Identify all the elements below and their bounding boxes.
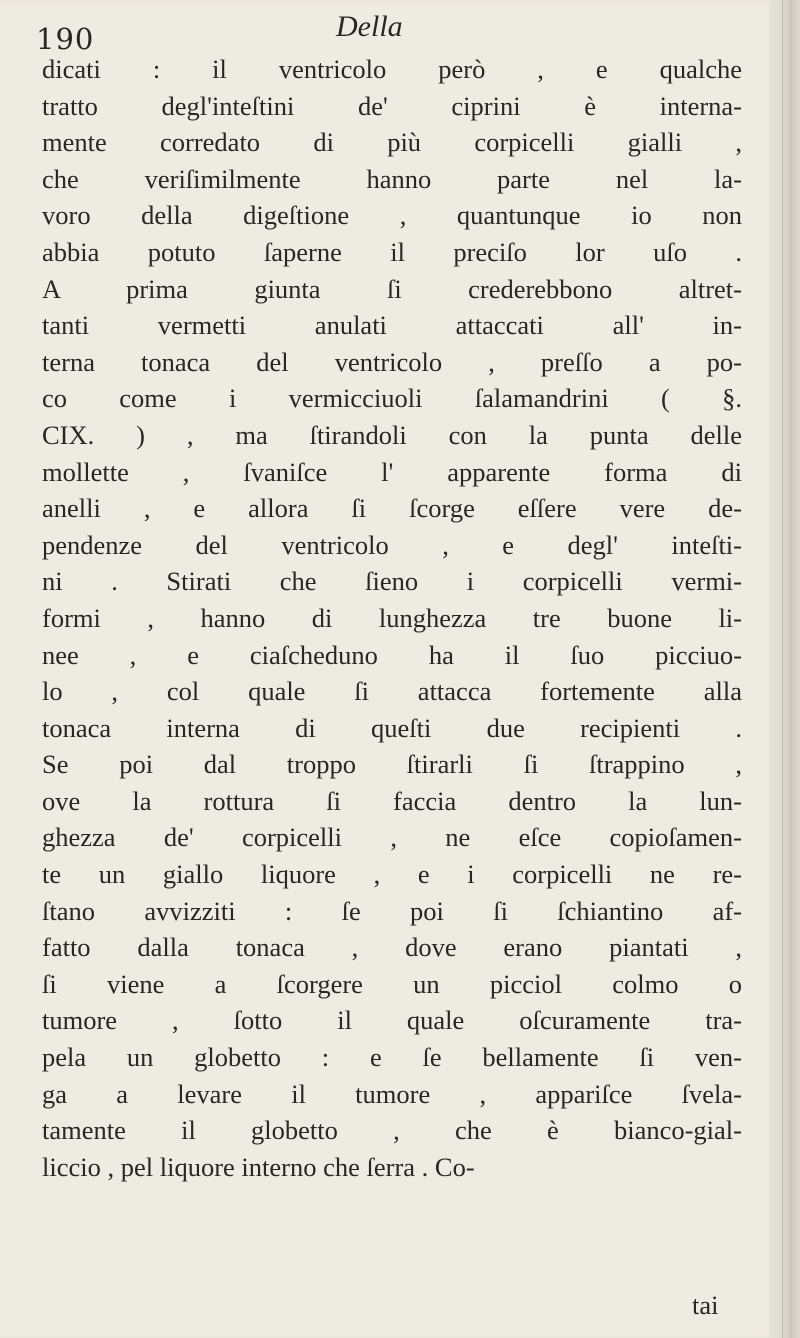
text-line: CIX. ) , ma ſtirandoli con la punta delle <box>42 419 742 450</box>
text-line: terna tonaca del ventricolo , preſſo a po- <box>42 346 742 377</box>
text-line: ove la rottura ſi faccia dentro la lun- <box>42 785 742 816</box>
text-line: te un giallo liquore , e i corpicelli ne re- <box>42 859 742 890</box>
text-line: mente corredato di più corpicelli gialli , <box>42 127 742 158</box>
text-line: ni . Stirati che ſieno i corpicelli vermi- <box>42 566 742 597</box>
text-line: che veriſimilmente hanno parte nel la- <box>42 163 742 194</box>
catchword: tai <box>692 1290 719 1320</box>
running-head: Della <box>336 10 403 43</box>
text-line: lo , col quale ſi attacca fortemente alla <box>42 676 742 707</box>
text-line: ga a levare il tumore , appariſce ſvela- <box>42 1078 742 1109</box>
body-text <box>42 51 742 1185</box>
text-line: nee , e ciaſcheduno ha il ſuo picciuo- <box>42 639 742 670</box>
text-line: tamente il globetto , che è bianco-gial- <box>42 1115 742 1146</box>
page-number: 190 <box>36 22 95 56</box>
text-line: abbia potuto ſaperne il preciſo lor uſo . <box>42 236 742 267</box>
text-line: ſtano avvizziti : ſe poi ſi ſchiantino af- <box>42 895 742 926</box>
text-line: tratto degl'inteſtini de' ciprini è interna- <box>42 90 742 121</box>
text-line: formi , hanno di lunghezza tre buone li- <box>42 602 742 633</box>
text-line: tanti vermetti anulati attaccati all' in- <box>42 310 742 341</box>
text-line: Se poi dal troppo ſtirarli ſi ſtrappino , <box>42 749 742 780</box>
text-line: voro della digeſtione , quantunque io non <box>42 200 742 231</box>
text-line: liccio , pel liquore interno che ſerra . Co- <box>42 1151 475 1182</box>
text-line: mollette , ſvaniſce l' apparente forma di <box>42 456 742 487</box>
text-line: ghezza de' corpicelli , ne eſce copioſamen- <box>42 822 742 853</box>
text-line: A prima giunta ſi crederebbono altret- <box>42 273 742 304</box>
adjacent-pages-edge <box>772 0 800 1338</box>
text-line: tumore , ſotto il quale oſcuramente tra- <box>42 1005 742 1036</box>
text-line: fatto dalla tonaca , dove erano piantati , <box>42 932 742 963</box>
text-line: dicati : il ventricolo però , e qualche <box>42 54 742 84</box>
text-line: co come i vermicciuoli ſalamandrini ( §. <box>42 383 742 414</box>
text-line: pendenze del ventricolo , e degl' inteſti- <box>42 529 742 560</box>
text-line: tonaca interna di queſti due recipienti . <box>42 712 742 743</box>
text-line: anelli , e allora ſi ſcorge eſſere vere de- <box>42 493 742 524</box>
text-line: pela un globetto : e ſe bellamente ſi ven- <box>42 1042 742 1073</box>
text-line: ſi viene a ſcorgere un picciol colmo o <box>42 968 742 999</box>
